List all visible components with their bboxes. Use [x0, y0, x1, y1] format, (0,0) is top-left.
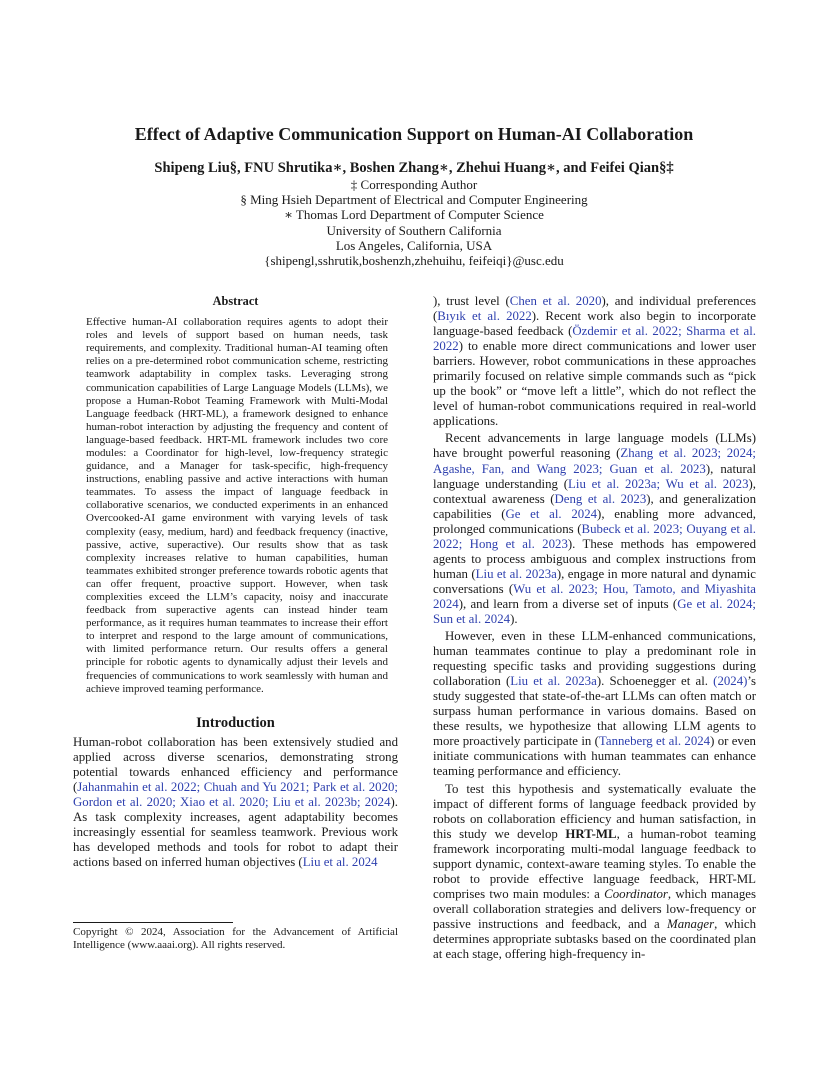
module-name: Coordinator [604, 886, 668, 901]
body-text: ), trust level ( [433, 294, 510, 308]
intro-paragraph-4 [433, 782, 756, 963]
intro-paragraph-2 [433, 431, 756, 627]
citation-link[interactable]: Tanneberg et al. 2024 [598, 734, 711, 749]
affiliations [0, 177, 828, 268]
citation-link[interactable]: (2024) [713, 674, 748, 689]
affiliation-line: University of Southern California [326, 222, 502, 238]
body-text: ), enabling more advanced, prolonged communications ( [433, 506, 756, 536]
body-text: ), and individual preferences ( [433, 294, 756, 324]
affiliation-email: {shipengl,sshrutik,boshenzh,zhehuihu, feifeiqi}@usc.edu [264, 253, 564, 269]
citation-link[interactable]: Ge et al. 2024 [505, 506, 598, 521]
citation-link[interactable]: Chen et al. 2020 [509, 294, 602, 308]
body-text: ), engage in more natural and dynamic conversations ( [433, 566, 757, 596]
body-text: , a human-robot teaming framework incorporating multi-modal language feedback to support dynamic, context-aware teaming styles. To enable the robot to provide effective language feedback, HRT-ML comprises two main modules: a [433, 826, 756, 901]
intro-paragraph-1 [73, 735, 398, 870]
module-name: Manager [667, 916, 715, 931]
citation-link[interactable]: Liu et al. 2023a [510, 674, 597, 689]
citation-link[interactable]: Bıyık et al. 2022 [437, 309, 532, 324]
footnote-rule [73, 922, 233, 923]
body-text: ). These methods has empowered agents to process ambiguous and complex instructions from human ( [433, 536, 756, 581]
right-column [433, 294, 756, 962]
body-text: To test this hypothesis and systematically evaluate the impact of different forms of language feedback provided by robots on collaboration efficiency and human satisfaction, in this study we develop [433, 781, 756, 841]
author-list: Shipeng Liu§, FNU Shrutika∗, Boshen Zhang∗, Zhehui Huang∗, and Feifei Qian§‡ [154, 160, 674, 176]
body-text: ) to enable more direct communications and lower user barriers. However, robot communications in these approaches primarily focused on relative simple commands such as “pick up the book” or “move left a little”, which do not reflect the level of human-robot communications required in real-world applications. [433, 339, 756, 429]
body-text: ), and learn from a diverse set of inputs ( [458, 596, 678, 611]
abstract-heading: Abstract [212, 294, 259, 308]
paper-title: Effect of Adaptive Communication Support on Human-AI Collaboration [134, 124, 694, 144]
body-text: ), and generalization capabilities ( [433, 491, 757, 521]
body-text: ) or even initiate communications with human teammates can enhance teaming performance and efficiency. [433, 734, 756, 779]
affiliation-line: Los Angeles, California, USA [335, 237, 493, 253]
citation-link[interactable]: Wu et al. 2023; Hou, Tamoto, and Miyashita 2024 [433, 581, 756, 611]
introduction-heading: Introduction [196, 714, 275, 731]
affiliation-line: ‡ Corresponding Author [350, 177, 478, 192]
intro-paragraph-3 [433, 629, 756, 779]
intro-paragraph-1-continued [433, 294, 756, 429]
citation-link[interactable]: Liu et al. 2023a; Wu et al. 2023 [568, 476, 749, 491]
body-text: ’s study suggested that state-of-the-art LLMs can often match or surpass human performance in various domains. Based on these results, we hypothesize that allowing LLM agents to more proactively participate in ( [433, 674, 756, 749]
citation-link[interactable]: Jahanmahin et al. 2022; Chuah and Yu 2021; Park et al. 2020; Gordon et al. 2020; Xiao et al. 2020; Liu et al. 2023b; 2024 [73, 779, 398, 809]
body-text: , which determines appropriate subtasks based on the coordinated plan at each stage, offering high-frequency in- [433, 916, 757, 962]
body-text: , which manages overall collaboration strategies and delivers low-frequency or passive instructions and feedback, and a [433, 886, 756, 931]
citation-link[interactable]: Zhang et al. 2023; 2024; Agashe, Fan, and Wang 2023; Guan et al. 2023 [433, 446, 757, 476]
citation-link[interactable]: Özdemir et al. 2022; Sharma et al. 2022 [433, 324, 756, 354]
body-text: ). As task complexity increases, agent adaptability becomes increasingly essential for seamless teamwork. Previous work has developed methods and tools for robot to adapt their actions based on inferred human objectives ( [73, 795, 398, 870]
affiliation-line: ∗ Thomas Lord Department of Computer Science [284, 207, 544, 223]
body-text: However, even in these LLM-enhanced communications, human teammates continue to play a predominant role in requesting specific tasks and providing suggestions during collaboration ( [433, 629, 756, 689]
citation-link[interactable]: Ge et al. 2024; Sun et al. 2024 [433, 596, 756, 626]
body-text: Human-robot collaboration has been extensively studied and applied across diverse scenarios, demonstrating strong potential towards enhanced efficiency and performance ( [73, 734, 398, 794]
citation-link[interactable]: Liu et al. 2023a [475, 566, 557, 581]
body-text: ). [510, 611, 518, 626]
body-text: ). Schoenegger et al. [596, 674, 714, 689]
abstract-text: Effective human-AI collaboration requires agents to adopt their roles and levels of support based on human needs, task requirements, and complexity. Traditional human-AI teaming often relies on a pre-determined robot communication scheme, restricting teamwork adaptability in complex tasks. Leveraging strong communication capabilities of Large Language Models (LLMs), we propose a Human-Robot Teaming Framework with Multi-Modal Language feedback (HRT-ML), a framework designed to enhance human-robot interaction by adjusting the frequency and content of language-based feedback. HRT-ML framework includes two core modules: a Coordinator for high-level, low-frequency strategic guidance, and a Manager for task-specific, high-frequency instructions, enabling passive and active interactions with human teammates. To assess the impact of language feedback in collaborative scenarios, we conducted experiments in an enhanced Overcooked-AI game environment with varying levels of task complexity (easy, medium, hard) and feedback frequency (inactive, passive, active, superactive). Our results show that as task complexity increases relative to human capabilities, human teammates exhibited stronger preference towards robotic agents that can offer frequent, proactive support. However, when task complexities exceed the LLM’s capacity, noisy and inaccurate feedback from superactive agents can instead hinder team performance, as it requires human teammates to increase their effort to interpret and respond to the large amount of communications, with limited performance return. Our results offers a general principle for robotic agents to dynamically adjust their levels and frequencies of communications to work seamlessly with human and achieve improved teaming performance. [86, 316, 388, 695]
affiliation-line: § Ming Hsieh Department of Electrical and Computer Engineering [240, 192, 588, 208]
citation-link[interactable]: Bubeck et al. 2023; Ouyang et al. 2022; Hong et al. 2023 [433, 521, 757, 551]
body-text: ), contextual awareness ( [433, 476, 756, 506]
body-text: ), natural language understanding ( [433, 461, 757, 491]
framework-name: HRT-ML [565, 826, 617, 841]
citation-link[interactable]: Liu et al. 2024 [302, 855, 378, 870]
citation-link[interactable]: Deng et al. 2023 [554, 491, 647, 506]
body-text: ). Recent work also begin to incorporate language-based feedback ( [433, 309, 756, 339]
left-column [73, 294, 398, 870]
body-text: Recent advancements in large language models (LLMs) have brought powerful reasoning ( [433, 431, 756, 461]
copyright-footnote: Copyright © 2024, Association for the Advancement of Artificial Intelligence (www.aaai.org). All rights reserved. [73, 926, 398, 952]
